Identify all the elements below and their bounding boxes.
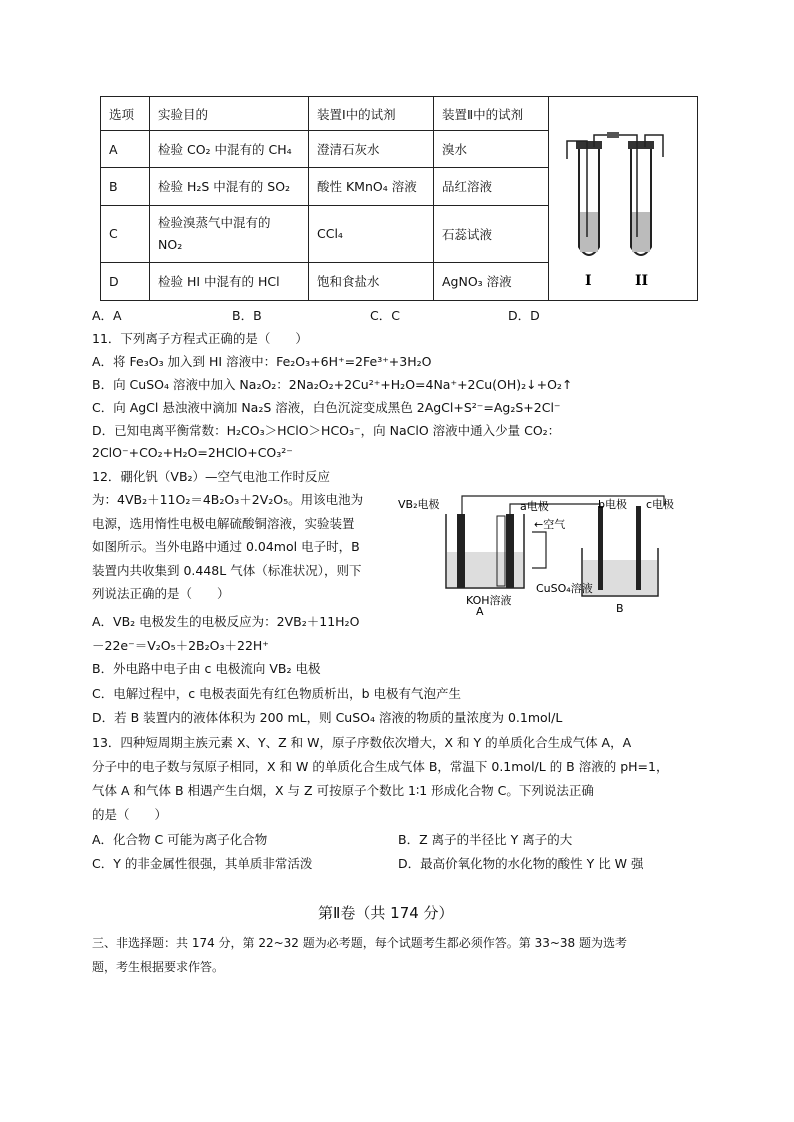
- table-cell: 酸性 KMnO₄ 溶液: [309, 167, 434, 205]
- q11-option-a: A．将 Fe₃O₃ 加入到 HI 溶液中：Fe₂O₃+6H⁺=2Fe³⁺+3H₂O: [92, 354, 432, 369]
- q10-option-d: D．D: [508, 308, 540, 323]
- q13-option-d: D．最高价氧化物的水化物的酸性 Y 比 W 强: [398, 856, 644, 871]
- c-electrode-label: c电极: [646, 498, 675, 511]
- q12-option-a-line1: A．VB₂ 电极发生的电极反应为：2VB₂＋11H₂O: [92, 614, 360, 629]
- b-electrode-label: b电极: [598, 498, 627, 511]
- figure-label-i: I: [585, 273, 592, 289]
- q12-stem-line: 如图所示。当外电路中通过 0.04mol 电子时，B: [92, 539, 360, 554]
- q11-stem: 11．下列离子方程式正确的是（ ）: [92, 331, 308, 346]
- q13-option-c: C．Y 的非金属性很强，其单质非常活泼: [92, 856, 313, 871]
- air-label: ←空气: [534, 518, 566, 531]
- table-cell: 饱和食盐水: [309, 262, 434, 300]
- table-cell: AgNO₃ 溶液: [434, 262, 549, 300]
- table-cell: CCl₄: [309, 206, 434, 263]
- table-header: 实验目的: [150, 97, 309, 131]
- q13-stem-line: 气体 A 和气体 B 相遇产生白烟，X 与 Z 可按原子个数比 1∶1 形成化合物 C。下列说法正确: [92, 783, 594, 798]
- q12-stem-line: 列说法正确的是（ ）: [92, 586, 230, 601]
- vb2-electrode-label: VB₂电极: [398, 498, 440, 511]
- device-b-label: B: [616, 602, 624, 615]
- q12-stem-line: 电源，选用惰性电极电解硫酸铜溶液，实验装置: [92, 516, 355, 531]
- table-cell: 检验 CO₂ 中混有的 CH₄: [150, 131, 309, 167]
- gas-wash-bottles-figure: [549, 97, 697, 297]
- table-cell: B: [101, 167, 150, 205]
- experiment-table: [100, 96, 698, 301]
- table-cell: A: [101, 131, 150, 167]
- q12-option-c: C．电解过程中，c 电极表面先有红色物质析出，b 电极有气泡产生: [92, 686, 461, 701]
- table-cell: 澄清石灰水: [309, 131, 434, 167]
- table-cell: 检验 HI 中混有的 HCl: [150, 262, 309, 300]
- q12-option-b: B．外电路中电子由 c 电极流向 VB₂ 电极: [92, 661, 321, 676]
- cell-line: 检验溴蒸气中混有的: [158, 214, 271, 230]
- q13-option-b: B．Z 离子的半径比 Y 离子的大: [398, 832, 573, 847]
- q10-option-c: C．C: [370, 308, 400, 323]
- q10-option-b: B．B: [232, 308, 262, 323]
- table-cell-multiline: [150, 206, 309, 263]
- table-cell: 溴水: [434, 131, 549, 167]
- table-header: 选项: [101, 97, 150, 131]
- electrolysis-figure: [396, 492, 696, 616]
- q12-option-d: D．若 B 装置内的液体体积为 200 mL，则 CuSO₄ 溶液的物质的量浓度为 0.1mol/L: [92, 710, 563, 725]
- table-header: 装置Ⅱ中的试剂: [434, 97, 549, 131]
- table-cell: 石蕊试液: [434, 206, 549, 263]
- table-cell: 检验 H₂S 中混有的 SO₂: [150, 167, 309, 205]
- device-a-label: A: [476, 605, 484, 616]
- q13-option-a: A．化合物 C 可能为离子化合物: [92, 832, 268, 847]
- part2-instruction-line2: 题，考生根据要求作答。: [92, 960, 225, 974]
- q12-stem-line: 12．硼化钒（VB₂）—空气电池工作时反应: [92, 469, 331, 484]
- part2-title: 第Ⅱ卷（共 174 分）: [318, 904, 454, 922]
- cell-line: NO₂: [158, 236, 183, 252]
- q13-stem-line: 分子中的电子数与氖原子相同，X 和 W 的单质化合生成气体 B，常温下 0.1mol/L 的 B 溶液的 pH=1，: [92, 759, 669, 774]
- a-electrode-label: a电极: [520, 500, 549, 513]
- apparatus-figure-cell: [549, 97, 698, 301]
- q13-stem-line: 13．四种短周期主族元素 X、Y、Z 和 W，原子序数依次增大，X 和 Y 的单质化合生成气体 A，A: [92, 735, 632, 750]
- part2-instruction-line1: 三、非选择题：共 174 分，第 22~32 题为必考题，每个试题考生都必须作答。第 33~38 题为选考: [92, 936, 627, 950]
- q12-stem-line: 为：4VB₂＋11O₂＝4B₂O₃＋2V₂O₅。用该电池为: [92, 492, 364, 507]
- q12-stem-line: 装置内共收集到 0.448L 气体（标准状况），则下: [92, 563, 362, 578]
- figure-label-ii: II: [635, 273, 649, 289]
- q13-stem-line: 的是（ ）: [92, 807, 168, 822]
- table-cell: D: [101, 262, 150, 300]
- q11-option-d-line2: 2ClO⁻+CO₂+H₂O=2HClO+CO₃²⁻: [92, 445, 293, 460]
- table-cell: C: [101, 206, 150, 263]
- q11-option-d-line1: D．已知电离平衡常数：H₂CO₃＞HClO＞HCO₃⁻，向 NaClO 溶液中通入少量 CO₂：: [92, 423, 561, 438]
- q11-option-c: C．向 AgCl 悬浊液中滴加 Na₂S 溶液，白色沉淀变成黑色 2AgCl+S²⁻=Ag₂S+2Cl⁻: [92, 400, 561, 415]
- table-header: 装置Ⅰ中的试剂: [309, 97, 434, 131]
- cuso4-solution-label: CuSO₄溶液: [536, 582, 593, 595]
- q11-option-b: B．向 CuSO₄ 溶液中加入 Na₂O₂：2Na₂O₂+2Cu²⁺+H₂O=4Na⁺+2Cu(OH)₂↓+O₂↑: [92, 377, 573, 392]
- table-header-row: [101, 97, 698, 131]
- koh-solution-label: KOH溶液: [466, 594, 512, 607]
- q12-option-a-line2: －22e⁻＝V₂O₅＋2B₂O₃＋22H⁺: [92, 638, 269, 653]
- q10-option-a: A．A: [92, 308, 122, 323]
- table-cell: 品红溶液: [434, 167, 549, 205]
